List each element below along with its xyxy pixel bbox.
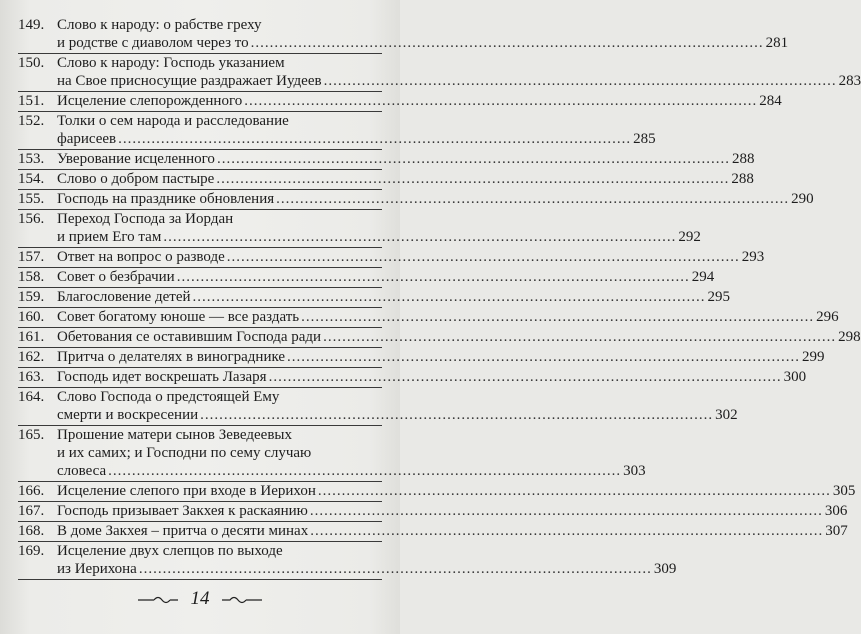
toc-entry-number: 164. [18, 389, 45, 405]
toc-entry-number: 153. [18, 151, 45, 167]
toc-entry-title-line: Совет о безбрачии [57, 269, 175, 285]
toc-entry-page: 300 [783, 369, 807, 385]
toc-entry [18, 268, 715, 288]
toc-entry-title-line: и их самих; и Господни по сему случаю [57, 445, 312, 461]
toc-entry-title-line: Прошение матери сынов Зеведеевых [57, 427, 292, 443]
toc-entry [18, 502, 848, 522]
toc-entry-title-line: Притча о делателях в винограднике [57, 349, 286, 365]
toc-entry-number: 157. [18, 249, 45, 265]
dot-leader [244, 92, 757, 110]
toc-entry [18, 190, 814, 210]
toc-entry [18, 54, 861, 92]
dot-leader [276, 190, 789, 208]
toc-entry-number: 165. [18, 427, 45, 443]
toc-entry-page: 296 [816, 309, 839, 325]
toc-entry-number: 152. [18, 113, 45, 129]
toc-entry-title-line: Совет богатому юноше — все раздать [57, 309, 300, 325]
toc-entry-title-line: Слово о добром пастыре [57, 171, 215, 187]
toc-entry [18, 482, 856, 502]
toc-entry-number: 159. [18, 289, 45, 305]
toc-entry-page: 298 [838, 329, 861, 345]
toc-entry-page: 292 [678, 229, 701, 245]
toc-entry-title-line: Исцеление слепорожденного [57, 93, 243, 109]
dot-leader [193, 288, 706, 306]
toc-entry-number: 161. [18, 329, 45, 345]
toc-entry-number: 168. [18, 523, 45, 539]
dot-leader [301, 308, 814, 326]
toc-entry-number: 167. [18, 503, 45, 519]
dot-leader [118, 130, 631, 148]
dot-leader [323, 328, 836, 346]
toc-entry-page: 303 [623, 463, 646, 479]
toc-entry-number: 149. [18, 17, 45, 33]
toc-entry-number: 169. [18, 543, 45, 559]
toc-entry-number: 162. [18, 349, 45, 365]
page-footer [0, 588, 400, 611]
toc-entry-title-line: и прием Его там [57, 229, 162, 245]
toc-entry-title-line: Толки о сем народа и расследование [57, 113, 289, 129]
toc-entry-title-line: Слово к народу: о рабстве греху [57, 17, 262, 33]
toc-entry-title-line: Переход Господа за Иордан [57, 211, 234, 227]
toc-entry-title-line: Исцеление двух слепцов по выходе [57, 543, 283, 559]
toc-entry-title-line: Ответ на вопрос о разводе [57, 249, 225, 265]
toc-entry-page: 284 [759, 93, 782, 109]
toc-entry-title-line: фарисеев [57, 131, 117, 147]
toc-entry-title-line: Уверование исцеленного [57, 151, 215, 167]
toc-entry [18, 170, 754, 190]
dot-leader [163, 228, 676, 246]
toc-entry [18, 348, 825, 368]
toc-entry-title-line: Исцеление слепого при входе в Иерихон [57, 483, 316, 499]
toc-entry-page: 295 [707, 289, 730, 305]
toc-entry-number: 154. [18, 171, 45, 187]
dot-leader [269, 368, 782, 386]
toc-entry-page: 307 [825, 523, 848, 539]
dot-leader [139, 560, 652, 578]
toc-entry [18, 426, 646, 482]
dot-leader [310, 522, 823, 540]
toc-entry-title-line: Обетования се оставившим Господа ради [57, 329, 322, 345]
toc-entry [18, 248, 765, 268]
toc-entry-title-line: В доме Закхея – притча о десяти минах [57, 523, 309, 539]
dot-leader [217, 150, 730, 168]
toc-entry-page: 288 [731, 151, 755, 167]
dot-leader [310, 502, 823, 520]
toc-entry-title-line: Слово к народу: Господь указанием [57, 55, 285, 71]
toc-entry [18, 16, 789, 54]
toc-entry [18, 92, 782, 112]
toc-entry-number: 158. [18, 269, 45, 285]
toc-entry [18, 368, 807, 388]
toc-entry-page: 281 [765, 35, 789, 51]
dot-leader [318, 482, 831, 500]
toc-entry-title-line: смерти и воскресении [57, 407, 199, 423]
toc-entry [18, 328, 861, 348]
toc-entry-title-line: Господь призывает Закхея к раскаянию [57, 503, 308, 519]
toc-entry-number: 156. [18, 211, 45, 227]
dot-leader [324, 72, 837, 90]
toc-entry-number: 155. [18, 191, 45, 207]
right-ornament-icon [222, 589, 262, 611]
toc-entry-number: 151. [18, 93, 45, 109]
toc-entry-page: 306 [824, 503, 848, 519]
toc-entry-title-line: словеса [57, 463, 107, 479]
toc-entry-number: 150. [18, 55, 45, 71]
dot-leader [251, 34, 764, 52]
toc-entry [18, 522, 848, 542]
toc-entry-title-line: Господь идет воскрешать Лазаря [57, 369, 267, 385]
left-ornament-icon [138, 589, 178, 611]
toc-entry [18, 542, 677, 580]
toc-entry-number: 160. [18, 309, 45, 325]
toc-entry-title-line: из Иерихона [57, 561, 137, 577]
toc-entry-title-line: Господь на празднике обновления [57, 191, 275, 207]
toc-entry-number: 163. [18, 369, 45, 385]
toc-entry-page: 285 [633, 131, 656, 147]
dot-leader [177, 268, 690, 286]
toc-entry [18, 288, 730, 308]
toc-entry-page: 288 [731, 171, 754, 187]
dot-leader [287, 348, 800, 366]
toc-entry [18, 388, 738, 426]
toc-entry-number: 166. [18, 483, 45, 499]
toc-entry [18, 150, 755, 170]
page-number: 14 [190, 588, 210, 609]
toc-entry-title-line: Слово Господа о предстоящей Ему [57, 389, 280, 405]
toc-entry [18, 210, 701, 248]
toc-entry-page: 293 [741, 249, 765, 265]
toc-entry-page: 290 [791, 191, 814, 207]
dot-leader [200, 406, 713, 424]
toc-entry [18, 308, 839, 328]
toc-entry-title-line: и родстве с диаволом через то [57, 35, 249, 51]
dot-leader [108, 462, 621, 480]
toc-entry-title-line: Благословение детей [57, 289, 191, 305]
toc-entry-page: 302 [715, 407, 738, 423]
dot-leader [227, 248, 740, 266]
toc-entry-page: 294 [691, 269, 715, 285]
toc-entry-page: 283 [838, 73, 861, 89]
toc-entry-page: 299 [802, 349, 825, 365]
dot-leader [216, 170, 729, 188]
toc-entry-page: 309 [653, 561, 677, 577]
toc-entry-page: 305 [832, 483, 856, 499]
table-of-contents [18, 16, 861, 580]
toc-entry-title-line: на Свое присносущие раздражает Иудеев [57, 73, 322, 89]
toc-entry [18, 112, 656, 150]
